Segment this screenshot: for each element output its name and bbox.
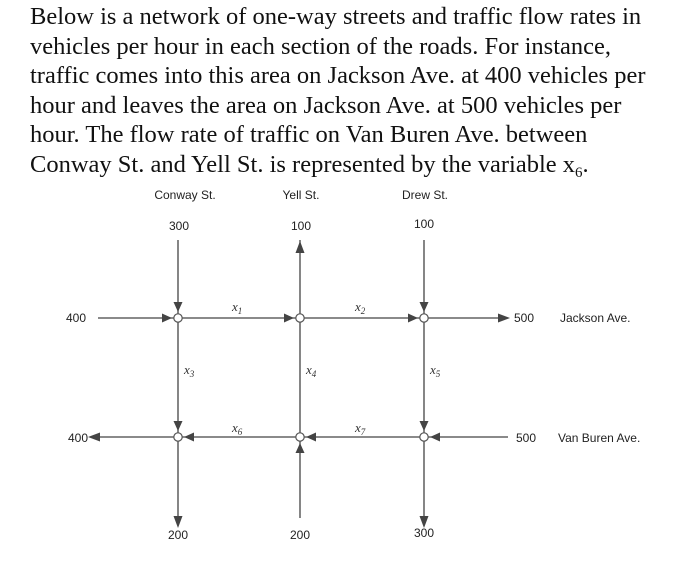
- flow-drew-top: 100: [413, 217, 435, 231]
- street-label-jackson: Jackson Ave.: [560, 311, 631, 325]
- arrow-left-icon: [184, 433, 194, 442]
- arrow-down-icon: [420, 302, 429, 312]
- variable-x7: $x_7$: [355, 420, 366, 437]
- flow-conway-bottom: 200: [167, 528, 189, 542]
- problem-text-main: Below is a network of one-way streets and traffic flow rates in vehicles per hour in each section of the roads. For instance, traffic comes into this area on Jackson Ave. at 400 vehicles per hour and leaves the area on Jackson Ave. at 500 vehicles per hour. The flow rate of traffic on Van Buren Ave. between Conway St. and Yell St. is represented by the variable x: [30, 3, 646, 178]
- arrow-right-icon: [162, 314, 172, 323]
- variable-x1: $x_1$: [232, 299, 243, 316]
- intersection-node: [174, 433, 182, 441]
- intersection-node: [174, 314, 182, 322]
- arrow-down-icon: [174, 302, 183, 312]
- arrow-right-icon: [498, 314, 510, 323]
- variable-x6: $x_6$: [232, 420, 243, 437]
- arrow-right-icon: [408, 314, 418, 323]
- arrow-left-icon: [88, 433, 100, 442]
- street-label-drew: Drew St.: [401, 188, 449, 202]
- problem-text-end: .: [582, 150, 589, 178]
- variable-x2: $x_2$: [355, 299, 366, 316]
- intersection-node: [420, 433, 428, 441]
- flow-jackson-left: 400: [66, 311, 87, 325]
- street-label-yell: Yell St.: [282, 188, 320, 202]
- variable-x3: $x_3$: [184, 362, 195, 379]
- street-label-conway: Conway St.: [154, 188, 216, 202]
- flow-jackson-right: 500: [514, 311, 535, 325]
- variable-x4: $x_4$: [306, 362, 317, 379]
- variable-x5: $x_5$: [430, 362, 441, 379]
- intersection-node: [296, 433, 304, 441]
- arrow-up-icon: [296, 443, 305, 453]
- flow-yell-top: 100: [290, 219, 312, 233]
- flow-conway-top: 300: [168, 219, 190, 233]
- arrow-down-icon: [174, 516, 183, 528]
- arrow-right-icon: [284, 314, 294, 323]
- arrow-down-icon: [420, 421, 429, 431]
- arrow-down-icon: [174, 421, 183, 431]
- arrow-up-icon: [296, 241, 305, 253]
- flow-vanburen-right: 500: [516, 431, 537, 445]
- flow-yell-bottom: 200: [289, 528, 311, 542]
- flow-drew-bottom: 300: [413, 526, 435, 540]
- arrow-left-icon: [430, 433, 440, 442]
- street-label-van-buren: Van Buren Ave.: [558, 431, 641, 445]
- variable-subscript: 6: [575, 164, 583, 181]
- intersection-node: [296, 314, 304, 322]
- intersection-node: [420, 314, 428, 322]
- arrow-left-icon: [306, 433, 316, 442]
- flow-vanburen-left: 400: [68, 431, 89, 445]
